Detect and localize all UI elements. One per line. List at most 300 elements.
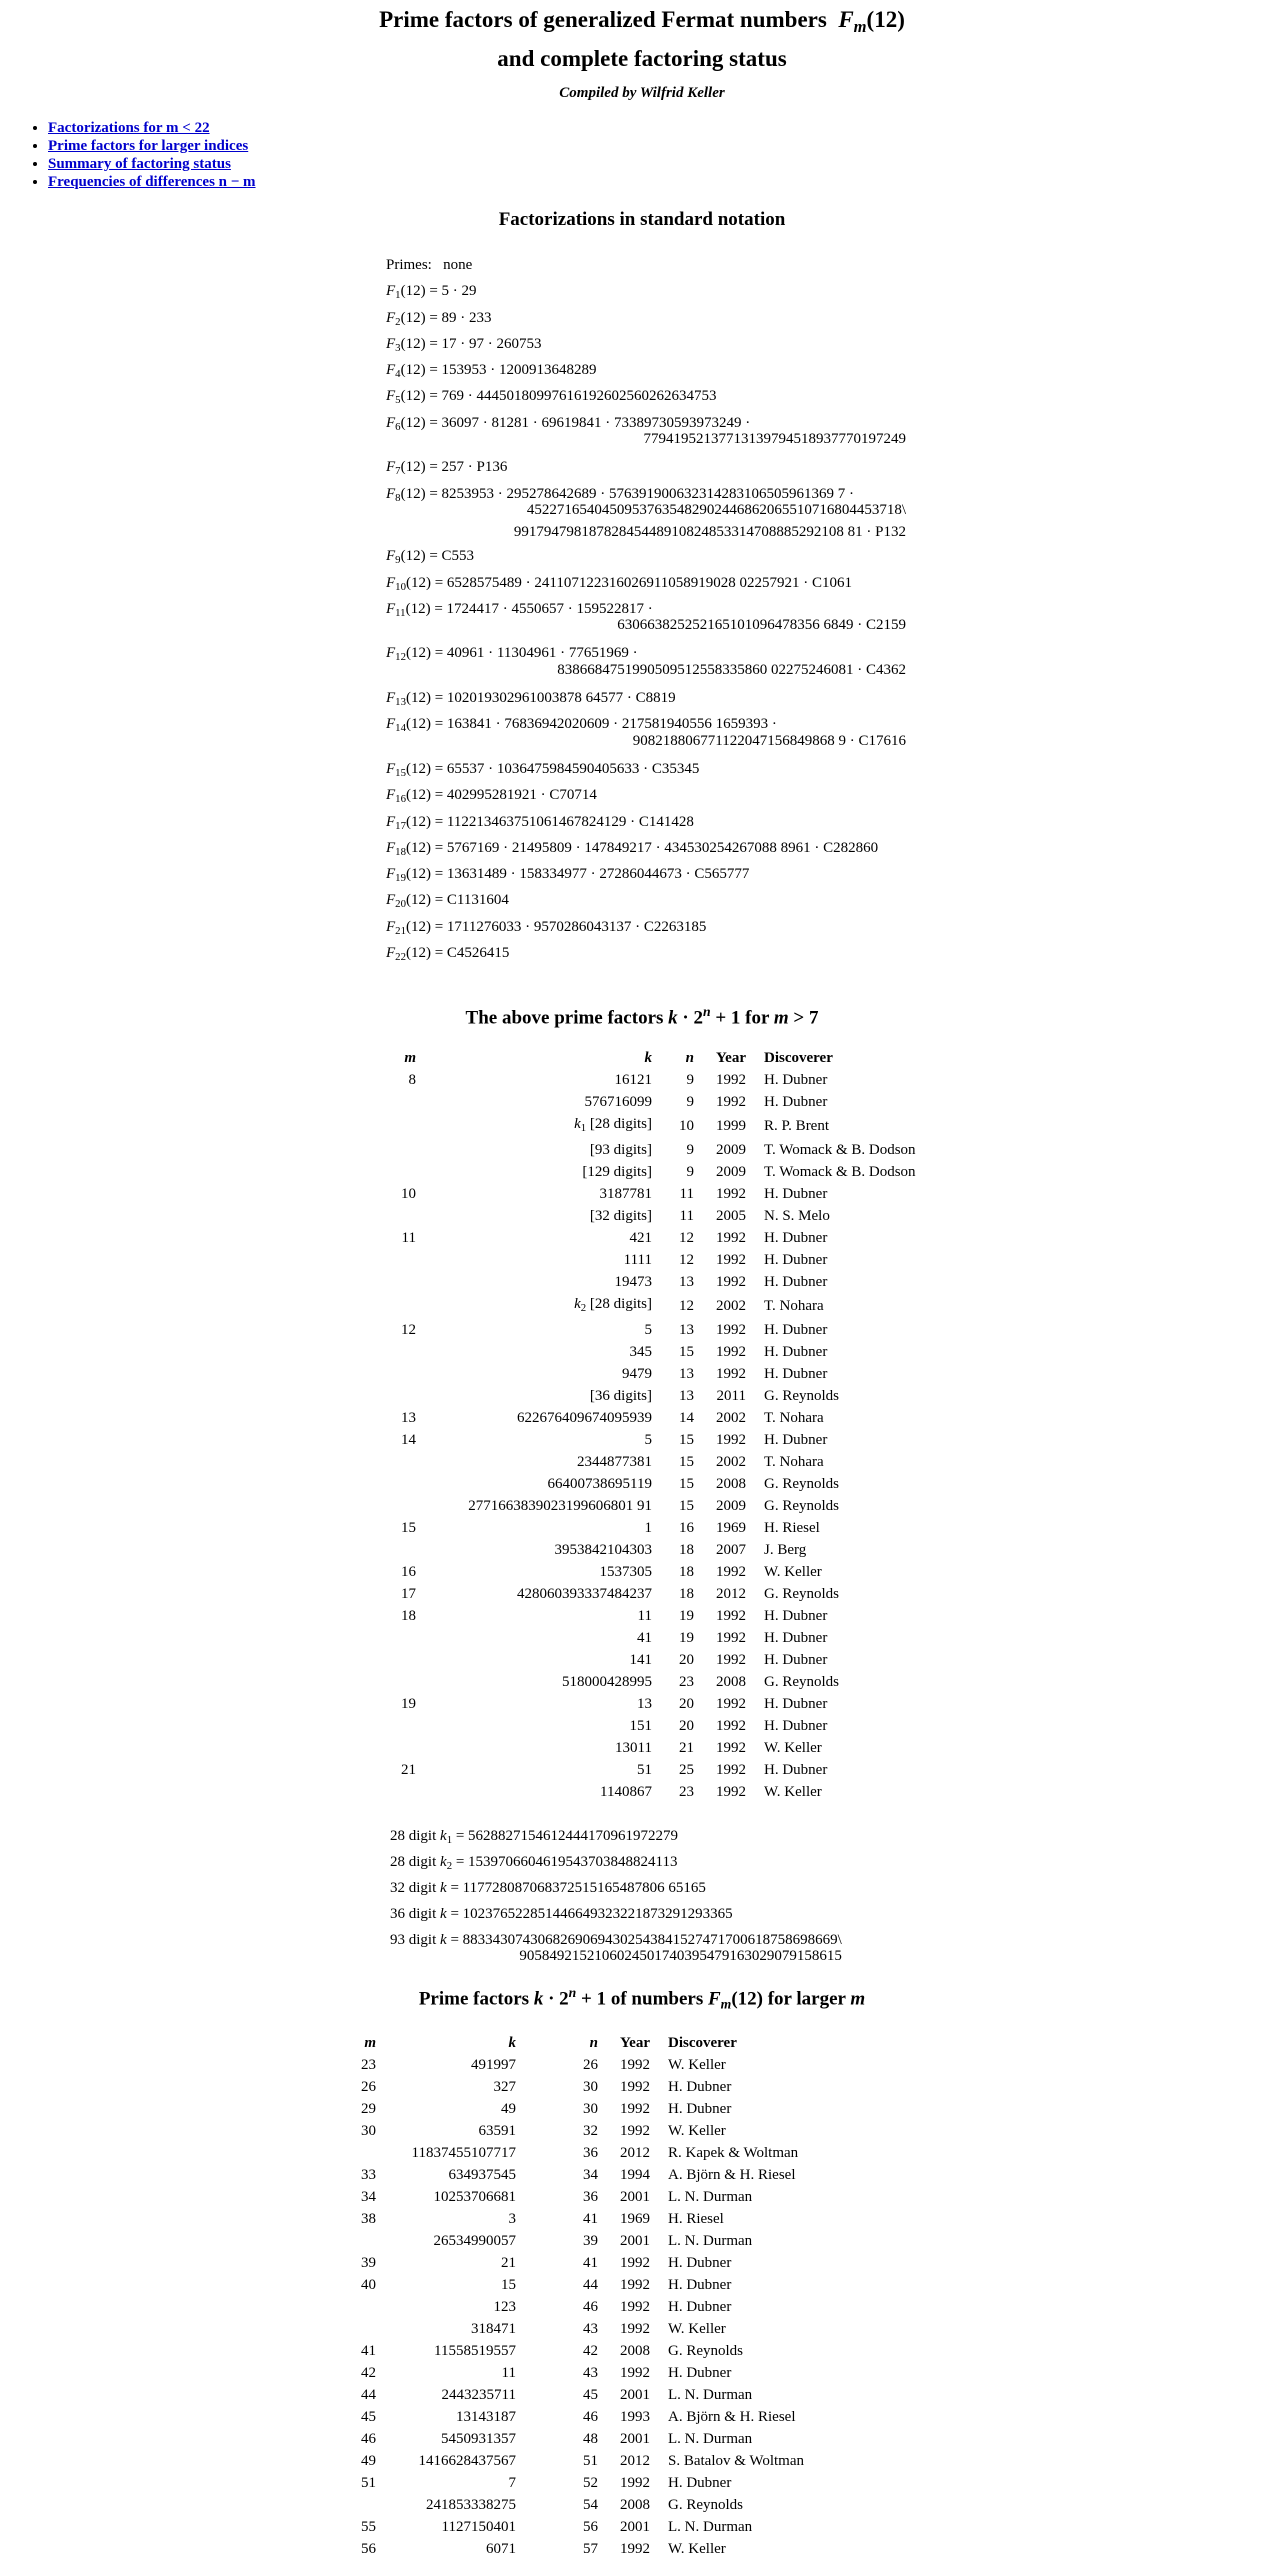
k-cell: 3 [508, 2211, 516, 2227]
k-cell: 345 [629, 1344, 652, 1361]
discoverer-cell: H. Dubner [764, 1072, 828, 1088]
discoverer-cell: H. Dubner [764, 1094, 828, 1110]
n-cell: 43 [583, 2321, 598, 2337]
digit-note-row [390, 1849, 842, 1875]
n-cell: 21 [679, 1740, 694, 1757]
table-row [386, 1649, 944, 1671]
discoverer-cell: G. Reynolds [764, 1586, 839, 1603]
table-row [386, 1363, 944, 1385]
discoverer-cell: H. Dubner [764, 1186, 828, 1203]
table-row [386, 1407, 944, 1429]
fermat-index: 10 [395, 580, 406, 593]
table-row [386, 1517, 944, 1539]
n-cell: 18 [679, 1542, 694, 1559]
link-larger-indices[interactable]: Prime factors for larger indices [48, 138, 249, 154]
factorization-value: (12) = 13631489 · 158334977 · 27286044673 · C565777 [405, 866, 750, 883]
section-title-factorizations: Factorizations in standard notation [498, 209, 786, 230]
year-cell: 1992 [620, 2057, 650, 2073]
factorization-value: (12) = 257 · P136 [400, 459, 508, 476]
factorization-value: (12) = 1711276033 · 9570286043137 · C2263185 [405, 918, 707, 935]
m-cell: 44 [361, 2387, 376, 2403]
digit-note-row [390, 1875, 842, 1901]
n-cell: 45 [583, 2387, 598, 2403]
discoverer-cell: G. Reynolds [764, 1498, 839, 1515]
year-cell: 1992 [620, 2541, 650, 2557]
factorization-row [386, 685, 906, 711]
m-cell: 14 [401, 1432, 416, 1449]
discoverer-cell: W. Keller [668, 2123, 726, 2139]
n-cell: 15 [679, 1432, 694, 1449]
k-cell: 66400738695119 [547, 1476, 652, 1493]
k-subscript: 2 [580, 1302, 587, 1315]
m-cell [386, 1293, 416, 1319]
k-cell: 421 [629, 1230, 652, 1247]
m-cell [386, 1363, 416, 1385]
n-cell: 34 [583, 2167, 598, 2183]
discoverer-cell: W. Keller [764, 1784, 822, 1801]
discoverer-cell: H. Dubner [764, 1696, 828, 1713]
k-cell: 41 [637, 1630, 652, 1647]
k-symbol: k [574, 1116, 581, 1132]
discoverer-cell: G. Reynolds [764, 1476, 839, 1493]
toc-item [48, 173, 256, 191]
discoverer-cell: G. Reynolds [764, 1388, 839, 1405]
discoverer-cell: H. Dubner [668, 2475, 732, 2491]
discoverer-cell: H. Dubner [668, 2255, 732, 2271]
m-cell [356, 2230, 376, 2252]
fermat-index: 12 [395, 651, 406, 664]
k-cell: 491997 [471, 2057, 516, 2073]
discoverer-cell: W. Keller [764, 1740, 822, 1757]
table-row [386, 1781, 944, 1803]
m-cell: 51 [361, 2475, 376, 2491]
m-cell [386, 1539, 416, 1561]
m-cell: 56 [361, 2541, 376, 2557]
year-cell: 2007 [716, 1542, 746, 1559]
discoverer-cell: W. Keller [668, 2321, 726, 2337]
year-cell: 1992 [620, 2101, 650, 2117]
discoverer-cell: H. Dubner [764, 1630, 828, 1647]
year-cell: 1992 [716, 1252, 746, 1269]
n-cell: 19 [679, 1608, 694, 1625]
year-cell: 1992 [716, 1344, 746, 1361]
fermat-symbol: F [386, 485, 396, 502]
fermat-index: 3 [395, 342, 401, 355]
compiled-by: Compiled by Wilfrid Keller [559, 85, 725, 101]
m-cell [386, 1715, 416, 1737]
table-row [386, 1671, 944, 1693]
m-cell: 40 [361, 2277, 376, 2293]
n-cell: 18 [679, 1564, 694, 1581]
n-cell: 9 [686, 1072, 694, 1088]
k-cell: 63591 [478, 2123, 516, 2139]
table-row [386, 1495, 944, 1517]
factorization-row [386, 543, 906, 569]
k-cell: 1 [644, 1520, 652, 1537]
year-cell: 2002 [716, 1410, 746, 1427]
year-cell: 2008 [716, 1674, 746, 1691]
k-cell: 11558519557 [434, 2343, 516, 2359]
year-cell: 1992 [716, 1564, 746, 1581]
m-cell: 55 [361, 2519, 376, 2535]
table-row [386, 1627, 944, 1649]
m-cell: 23 [361, 2057, 376, 2073]
k-cell: 13143187 [456, 2409, 516, 2425]
m-cell: 21 [401, 1762, 416, 1779]
table-row [356, 2318, 868, 2340]
n-cell: 10 [679, 1118, 694, 1135]
year-cell: 1992 [716, 1608, 746, 1625]
k-cell: 3187781 [599, 1186, 652, 1203]
k-cell: 2771663839023199606801 91 [468, 1498, 652, 1515]
factorization-continuation: 45227165404509537635482902446862065510716804453718\ [526, 501, 906, 518]
factorization-value: (12) = 8253953 · 295278642689 · 576391900632314283106505961369 7 · [400, 485, 855, 502]
table-row [356, 2428, 868, 2450]
m-cell [356, 2296, 376, 2318]
discoverer-cell: L. N. Durman [668, 2233, 753, 2249]
k-cell: 9479 [622, 1366, 652, 1383]
year-cell: 1969 [716, 1520, 746, 1537]
k-cell: 318471 [471, 2321, 516, 2337]
k-cell: 19473 [614, 1274, 652, 1291]
discoverer-cell: G. Reynolds [668, 2497, 743, 2513]
table-header-row: m k n Year Discoverer [404, 1050, 833, 1066]
n-cell: 23 [679, 1674, 694, 1691]
n-cell: 39 [583, 2233, 598, 2249]
fermat-index: 6 [395, 421, 401, 434]
m-cell: 10 [401, 1186, 416, 1203]
m-cell: 15 [401, 1520, 416, 1537]
n-cell: 32 [583, 2123, 598, 2139]
fermat-symbol: F [386, 918, 396, 935]
m-cell [386, 1737, 416, 1759]
k-cell: [32 digits] [589, 1208, 652, 1225]
fermat-symbol: F [386, 335, 396, 352]
m-cell [386, 1649, 416, 1671]
discoverer-cell: L. N. Durman [668, 2519, 753, 2535]
year-cell: 2009 [716, 1498, 746, 1515]
n-cell: 19 [679, 1630, 694, 1647]
n-cell: 13 [679, 1388, 694, 1405]
fermat-index: 22 [395, 951, 406, 964]
m-cell: 26 [361, 2079, 376, 2095]
factorization-row [386, 809, 906, 835]
n-cell: 25 [679, 1762, 694, 1779]
year-cell: 2008 [716, 1476, 746, 1493]
fermat-index: 2 [395, 315, 401, 328]
page-title [0, 4, 1284, 75]
n-cell: 20 [679, 1652, 694, 1669]
m-cell: 19 [401, 1696, 416, 1713]
fermat-symbol: F [386, 892, 396, 909]
n-cell: 12 [679, 1230, 694, 1247]
discoverer-cell: H. Riesel [668, 2211, 724, 2227]
n-cell: 46 [583, 2409, 598, 2425]
table-row [356, 2472, 868, 2494]
k-cell: 1111 [623, 1252, 652, 1269]
table-row [356, 2340, 868, 2362]
note-label: 28 digit [390, 1854, 441, 1870]
m-cell [386, 1091, 416, 1113]
link-summary[interactable]: Summary of factoring status [48, 156, 231, 172]
note-label: 36 digit [390, 1906, 441, 1922]
m-cell [386, 1451, 416, 1473]
m-cell: 13 [401, 1410, 416, 1427]
year-cell: 1993 [620, 2409, 650, 2425]
m-cell [386, 1341, 416, 1363]
k-cell: [93 digits] [589, 1142, 652, 1159]
n-cell: 30 [583, 2079, 598, 2095]
year-cell: 1992 [620, 2365, 650, 2381]
section-title-above-factors: The above prime factors $k \cdot 2^n + 1$ for m > 7 [465, 1004, 819, 1029]
table-row [386, 1759, 944, 1781]
n-cell: 57 [583, 2541, 598, 2557]
fermat-index: 4 [395, 368, 401, 381]
table-row [386, 1161, 944, 1183]
above-factors-table [386, 1047, 944, 1803]
m-cell [386, 1271, 416, 1293]
m-cell: 12 [401, 1322, 416, 1339]
k-cell: 21 [501, 2255, 516, 2271]
n-cell: 43 [583, 2365, 598, 2381]
m-cell [386, 1385, 416, 1407]
year-cell: 1992 [716, 1652, 746, 1669]
discoverer-cell: H. Dubner [764, 1274, 828, 1291]
k-cell: 11837455107717 [411, 2145, 516, 2161]
factorizations-list [386, 252, 906, 966]
k-symbol: k [440, 1828, 447, 1844]
k-cell: 123 [493, 2299, 516, 2315]
factorization-value: (12) = 5767169 · 21495809 · 147849217 · 434530254267088 8961 · C282860 [405, 839, 879, 856]
factorization-value: (12) = 40961 · 11304961 · 77651969 · [405, 645, 638, 662]
fermat-symbol: F [386, 548, 396, 565]
note-label: 32 digit [390, 1880, 441, 1896]
k-cell: 327 [493, 2079, 516, 2095]
year-cell: 2001 [620, 2233, 650, 2249]
table-row [386, 1183, 944, 1205]
m-cell [356, 2142, 376, 2164]
n-cell: 41 [583, 2255, 598, 2271]
m-cell: 33 [361, 2167, 376, 2183]
factorization-value: (12) = 17 · 97 · 260753 [400, 335, 542, 352]
year-cell: 1992 [716, 1740, 746, 1757]
year-cell: 1992 [716, 1230, 746, 1247]
note-label: 28 digit [390, 1828, 441, 1844]
year-cell: 1992 [620, 2079, 650, 2095]
n-cell: 15 [679, 1476, 694, 1493]
m-cell: 45 [361, 2409, 376, 2425]
n-cell: 26 [583, 2057, 598, 2073]
digit-notes [390, 1823, 842, 1965]
fermat-index: 20 [395, 898, 406, 911]
n-cell: 15 [679, 1498, 694, 1515]
fermat-symbol: F [386, 945, 396, 962]
year-cell: 1992 [716, 1274, 746, 1291]
discoverer-cell: G. Reynolds [668, 2343, 743, 2359]
year-cell: 2005 [716, 1208, 746, 1225]
discoverer-cell: A. Björn & H. Riesel [668, 2167, 796, 2183]
k-cell: 6071 [486, 2541, 516, 2557]
k-cell: 51 [637, 1762, 652, 1779]
discoverer-cell: H. Dubner [668, 2079, 732, 2095]
table-row [356, 2098, 868, 2120]
year-cell: 1992 [716, 1072, 746, 1088]
k-cell: 576716099 [584, 1094, 652, 1110]
fermat-symbol: F [386, 787, 396, 804]
n-cell: 48 [583, 2431, 598, 2447]
year-cell: 1992 [716, 1696, 746, 1713]
discoverer-cell: G. Reynolds [764, 1674, 839, 1691]
k-cell: 26534990057 [433, 2233, 516, 2249]
fermat-symbol: F [386, 866, 396, 883]
year-cell: 1992 [716, 1762, 746, 1779]
discoverer-cell: S. Batalov & Woltman [668, 2453, 805, 2469]
table-row [356, 2362, 868, 2384]
discoverer-cell: T. Nohara [764, 1298, 824, 1315]
year-cell: 2012 [620, 2453, 650, 2469]
table-row [356, 2494, 868, 2516]
discoverer-cell: H. Dubner [764, 1762, 828, 1779]
m-cell: 49 [361, 2453, 376, 2469]
k-cell: 518000428995 [562, 1674, 652, 1691]
discoverer-cell: H. Dubner [764, 1432, 828, 1449]
k-subscript: 1 [446, 1834, 453, 1847]
discoverer-cell: H. Riesel [764, 1520, 820, 1537]
digit-note-row [390, 1823, 842, 1849]
table-row [386, 1205, 944, 1227]
discoverer-cell: H. Dubner [764, 1366, 828, 1383]
table-row [356, 2296, 868, 2318]
fermat-symbol: F [386, 283, 396, 300]
factorization-continuation: 8386684751990509512558335860 02275246081 · C4362 [557, 661, 906, 678]
m-cell [386, 1781, 416, 1803]
table-row [356, 2538, 868, 2560]
table-row [386, 1473, 944, 1495]
k-cell [416, 1113, 652, 1139]
factorization-row [386, 278, 906, 304]
year-cell: 2009 [716, 1164, 746, 1181]
k-cell: 1416628437567 [418, 2453, 516, 2469]
year-cell: 2002 [716, 1298, 746, 1315]
fermat-index: 13 [395, 696, 406, 709]
n-cell: 51 [583, 2453, 598, 2469]
m-cell: 46 [361, 2431, 376, 2447]
year-cell: 1992 [716, 1322, 746, 1339]
discoverer-cell: L. N. Durman [668, 2387, 753, 2403]
m-cell [386, 1249, 416, 1271]
table-row [386, 1539, 944, 1561]
m-cell: 17 [401, 1586, 416, 1603]
table-row [356, 2076, 868, 2098]
table-row [386, 1069, 944, 1091]
k-symbol: k [574, 1296, 581, 1313]
fermat-index: 7 [395, 465, 401, 478]
k-symbol: k [440, 1906, 447, 1922]
factorization-row [386, 914, 906, 940]
fermat-index: 16 [395, 793, 406, 806]
year-cell: 1992 [716, 1094, 746, 1110]
m-cell [386, 1139, 416, 1161]
n-cell: 15 [679, 1454, 694, 1471]
n-cell: 16 [679, 1520, 694, 1537]
k-cell: 2443235711 [441, 2387, 516, 2403]
factorization-row [386, 357, 906, 383]
factorization-value: (12) = 89 · 233 [400, 309, 492, 326]
discoverer-cell: H. Dubner [764, 1230, 828, 1247]
m-cell: 18 [401, 1608, 416, 1625]
n-cell: 11 [679, 1186, 694, 1203]
factorization-row [386, 454, 906, 480]
toc-item [48, 137, 256, 155]
discoverer-cell: R. P. Brent [764, 1118, 830, 1135]
factorization-value: (12) = 65537 · 1036475984590405633 · C35345 [405, 760, 700, 777]
fermat-index: 11 [395, 607, 406, 620]
k-cell: 7 [508, 2475, 516, 2491]
discoverer-cell: T. Nohara [764, 1410, 824, 1427]
factorization-value: (12) = 102019302961003878 64577 · C8819 [405, 690, 676, 707]
table-row [386, 1737, 944, 1759]
discoverer-cell: H. Dubner [668, 2101, 732, 2117]
table-row [356, 2252, 868, 2274]
m-cell [386, 1113, 416, 1139]
m-cell: 16 [401, 1564, 416, 1581]
note-value: = 102376522851446649323221873291293365 [446, 1906, 733, 1922]
k-cell: [36 digits] [589, 1388, 652, 1405]
year-cell: 2002 [716, 1454, 746, 1471]
n-cell: 52 [583, 2475, 598, 2491]
table-row [386, 1139, 944, 1161]
m-cell [386, 1473, 416, 1495]
k-symbol: k [440, 1932, 447, 1948]
k-cell: 5 [644, 1432, 652, 1449]
n-cell: 13 [679, 1322, 694, 1339]
k-cell: 16121 [614, 1072, 652, 1088]
year-cell: 1992 [716, 1432, 746, 1449]
m-cell [386, 1627, 416, 1649]
table-row [356, 2230, 868, 2252]
table-row [386, 1249, 944, 1271]
table-row [386, 1451, 944, 1473]
table-row [356, 2450, 868, 2472]
factorization-continuation: 99179479818782845448910824853314708885292108 81 · P132 [513, 524, 906, 541]
table-row [386, 1385, 944, 1407]
n-cell: 20 [679, 1696, 694, 1713]
fermat-symbol: F [386, 690, 396, 707]
discoverer-cell: H. Dubner [668, 2365, 732, 2381]
note-value: = 117728087068372515165487806 65165 [446, 1880, 706, 1896]
discoverer-cell: T. Womack & B. Dodson [764, 1142, 916, 1159]
discoverer-cell: W. Keller [668, 2541, 726, 2557]
factorization-row [386, 861, 906, 887]
k-digits: [28 digits] [586, 1296, 652, 1313]
m-cell [356, 2494, 376, 2516]
k-cell: 1140867 [600, 1784, 652, 1801]
fermat-symbol: F [386, 839, 396, 856]
factorization-row [386, 756, 906, 782]
note-value: = 1539706604619543703848824113 [452, 1854, 678, 1870]
m-cell [386, 1671, 416, 1693]
link-factorizations[interactable]: Factorizations for m < 22 [48, 120, 210, 136]
title-line-1: Prime factors of generalized Fermat numbers $F_m(12)$ [379, 7, 905, 36]
factorization-value: (12) = 112213463751061467824129 · C141428 [405, 813, 694, 830]
link-frequencies[interactable]: Frequencies of differences n − m [48, 174, 256, 190]
discoverer-cell: H. Dubner [764, 1344, 828, 1361]
note-continuation: 9058492152106024501740395479163029079158615 [519, 1948, 842, 1964]
k-cell: 1537305 [599, 1564, 652, 1581]
k-cell: 5450931357 [441, 2431, 516, 2447]
fermat-index: 17 [395, 819, 406, 832]
k-cell: 1127150401 [441, 2519, 516, 2535]
